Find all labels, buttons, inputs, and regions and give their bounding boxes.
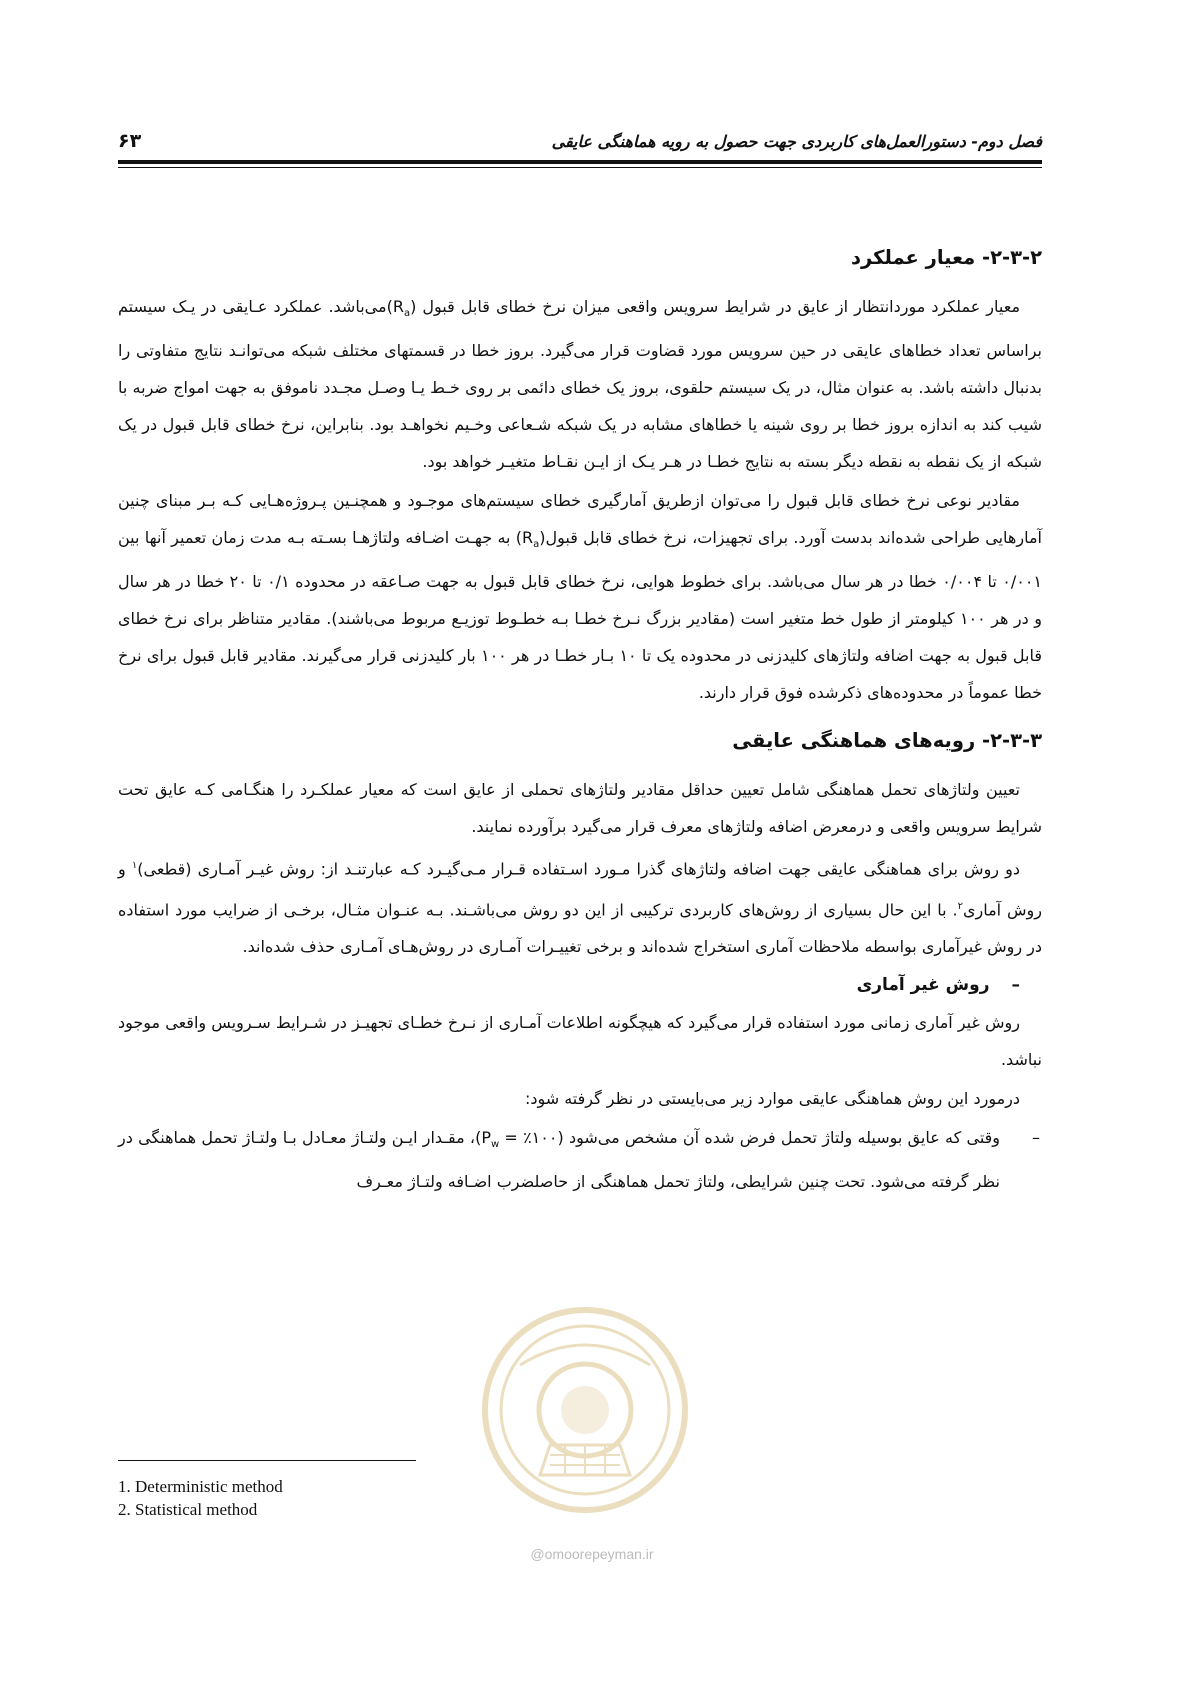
footnote-rule	[118, 1460, 416, 1461]
formula: $P_w$ = ٪۱۰۰	[481, 1128, 558, 1151]
running-title: فصل دوم- دستورالعمل‌های کاربردی جهت حصول به رویه هماهنگی عایقی	[551, 131, 1042, 151]
publisher-seal-logo	[480, 1305, 690, 1515]
footnote-ref-2: ۲	[957, 900, 963, 912]
watermark-text: @omoorepeyman.ir	[530, 1546, 654, 1562]
list-item	[118, 1119, 1042, 1200]
page-header	[118, 126, 1042, 156]
footnote-ref-1: ۱	[131, 860, 138, 872]
list-dash: –	[1032, 1128, 1040, 1148]
paragraph: تعیین ولتاژهای تحمل هماهنگی شامل تعیین حداقل مقادیر ولتاژهای تحملی از عایق است که معیار عملکـرد را هنگـامی کـه عایق تحت شرایط سرویس واقعی و درمعرض اضافه ولتاژهای معرف قرار می‌گیرد برآورده نمایند.	[118, 780, 1042, 837]
list-item-text: وقتی که عایق بوسیله ولتاژ تحمل فرض شده آن مشخص می‌شود ($P_w$ = ٪۱۰۰)، مقـدار ایـن ولتـاژ معـادل بـا ولتـاژ تحمل هماهنگی در نظر گرفته می‌شود. تحت چنین شرایطی، ولتاژ تحمل هماهنگی از حاصلضرب اضـافه ولتـاژ معـرف	[118, 1128, 1001, 1192]
body-text	[118, 240, 1042, 1200]
paragraph: دو روش برای هماهنگی عایقی جهت اضافه ولتاژهای گذرا مـورد اسـتفاده قـرار مـی‌گیـرد کـه عبارتنـد از: روش غیـر آمـاری (قطعی)$^۱$ و روش آماری$^۲$. با این حال بسیاری از روش‌های کاربردی ترکیبی از این دو روش می‌باشـند. بـه عنـوان مثـال، برخـی از ضرایب مورد استفاده در روش غیرآماری بواسطه ملاحظات آماری استخراج شده‌اند و برخی تغییـرات آمـاری در روش‌هـای آمـاری حذف شده‌اند.	[118, 859, 1042, 957]
subheading-non-statistical-method: –روش غیر آماری	[856, 975, 1020, 996]
footnote-2: 2. Statistical method	[118, 1500, 258, 1519]
footnote-1: 1. Deterministic method	[118, 1477, 283, 1496]
header-rule-thin	[118, 167, 1042, 168]
header-rule-thick	[118, 160, 1042, 164]
page-number: ۶۳	[118, 130, 142, 152]
paragraph: معیار عملکرد موردانتظار از عایق در شرایط سرویس واقعی میزان نرخ خطای قابل قبول $(R_a)می‌باشد$. عملکرد عـایقی در یـک سیستم براساس تعداد خطاهای عایقی در حین سرویس مورد قضاوت قرار می‌گیرد. بروز خطا در قسمتهای مختلف شبکه می‌توانـد نتایج متفاوتی را بدنبال داشته باشد. به عنوان مثال، در یک سیستم حلقوی، بروز یک خطای دائمی بر روی خـط یـا وصـل مجـدد ناموفق به جهت امواج ضربه با شیب کند به اندازه بروز خطا بر روی شینه یا خطاهای مشابه در یک شبکه شـعاعی وخـیم نخواهـد بود. بنابراین، نرخ خطای قابل قبول در یک شبکه از یک نقطه به نقطه دیگر بسته به نتایج خطـا در هـر یـک از ایـن نقـاط متغیـر خواهد بود.	[118, 297, 1042, 472]
paragraph: مقادیر نوعی نرخ خطای قابل قبول را می‌توان ازطریق آمارگیری خطای سیستم‌های موجـود و همچنـین پـروژه‌هـایی کـه بـر مبنای چنین آمارهایی طراحی شده‌اند بدست آورد. برای تجهیزات، نرخ خطای قابل $قبول(R_a)$ به جهـت اضـافه ولتاژهـا بسـته بـه مدت زمان تعمیر آنها بین ۰/۰۰۱ تا ۰/۰۰۴ خطا در هر سال می‌باشد. برای خطوط هوایی، نرخ خطای قابل قبول به جهت صـاعقه در محدوده ۰/۱ تا ۲۰ خطا در هر سال و در هر ۱۰۰ کیلومتر از طول خط متغیر است (مقادیر بزرگ نـرخ خطـا بـه خطـوط توزیـع مربوط می‌باشند). مقادیر متناظر برای نرخ خطای قابل قبول به جهت اضافه ولتاژهای کلیدزنی در محدوده یک تا ۱۰ بـار خطـا در هر ۱۰۰ بار کلیدزنی قرار می‌گیرند. مقادیر قابل قبول برای نرخ خطا عموماً در محدوده‌های ذکرشده فوق قرار دارند.	[118, 491, 1043, 703]
paragraph: درمورد این روش هماهنگی عایقی موارد زیر می‌بایستی در نظر گرفته شود:	[524, 1089, 1020, 1109]
footnotes	[118, 1475, 283, 1521]
section-heading-performance-criterion: ۲-۳-۲- معیار عملکرد	[851, 246, 1042, 269]
section-heading-coordination-procedures: ۲-۳-۳- رویه‌های هماهنگی عایقی	[732, 729, 1042, 753]
paragraph: روش غیر آماری زمانی مورد استفاده قرار می‌گیرد که هیچگونه اطلاعات آمـاری از نـرخ خطـای تجهیـز در شـرایط سـرویس واقعی موجود نباشد.	[118, 1013, 1042, 1070]
